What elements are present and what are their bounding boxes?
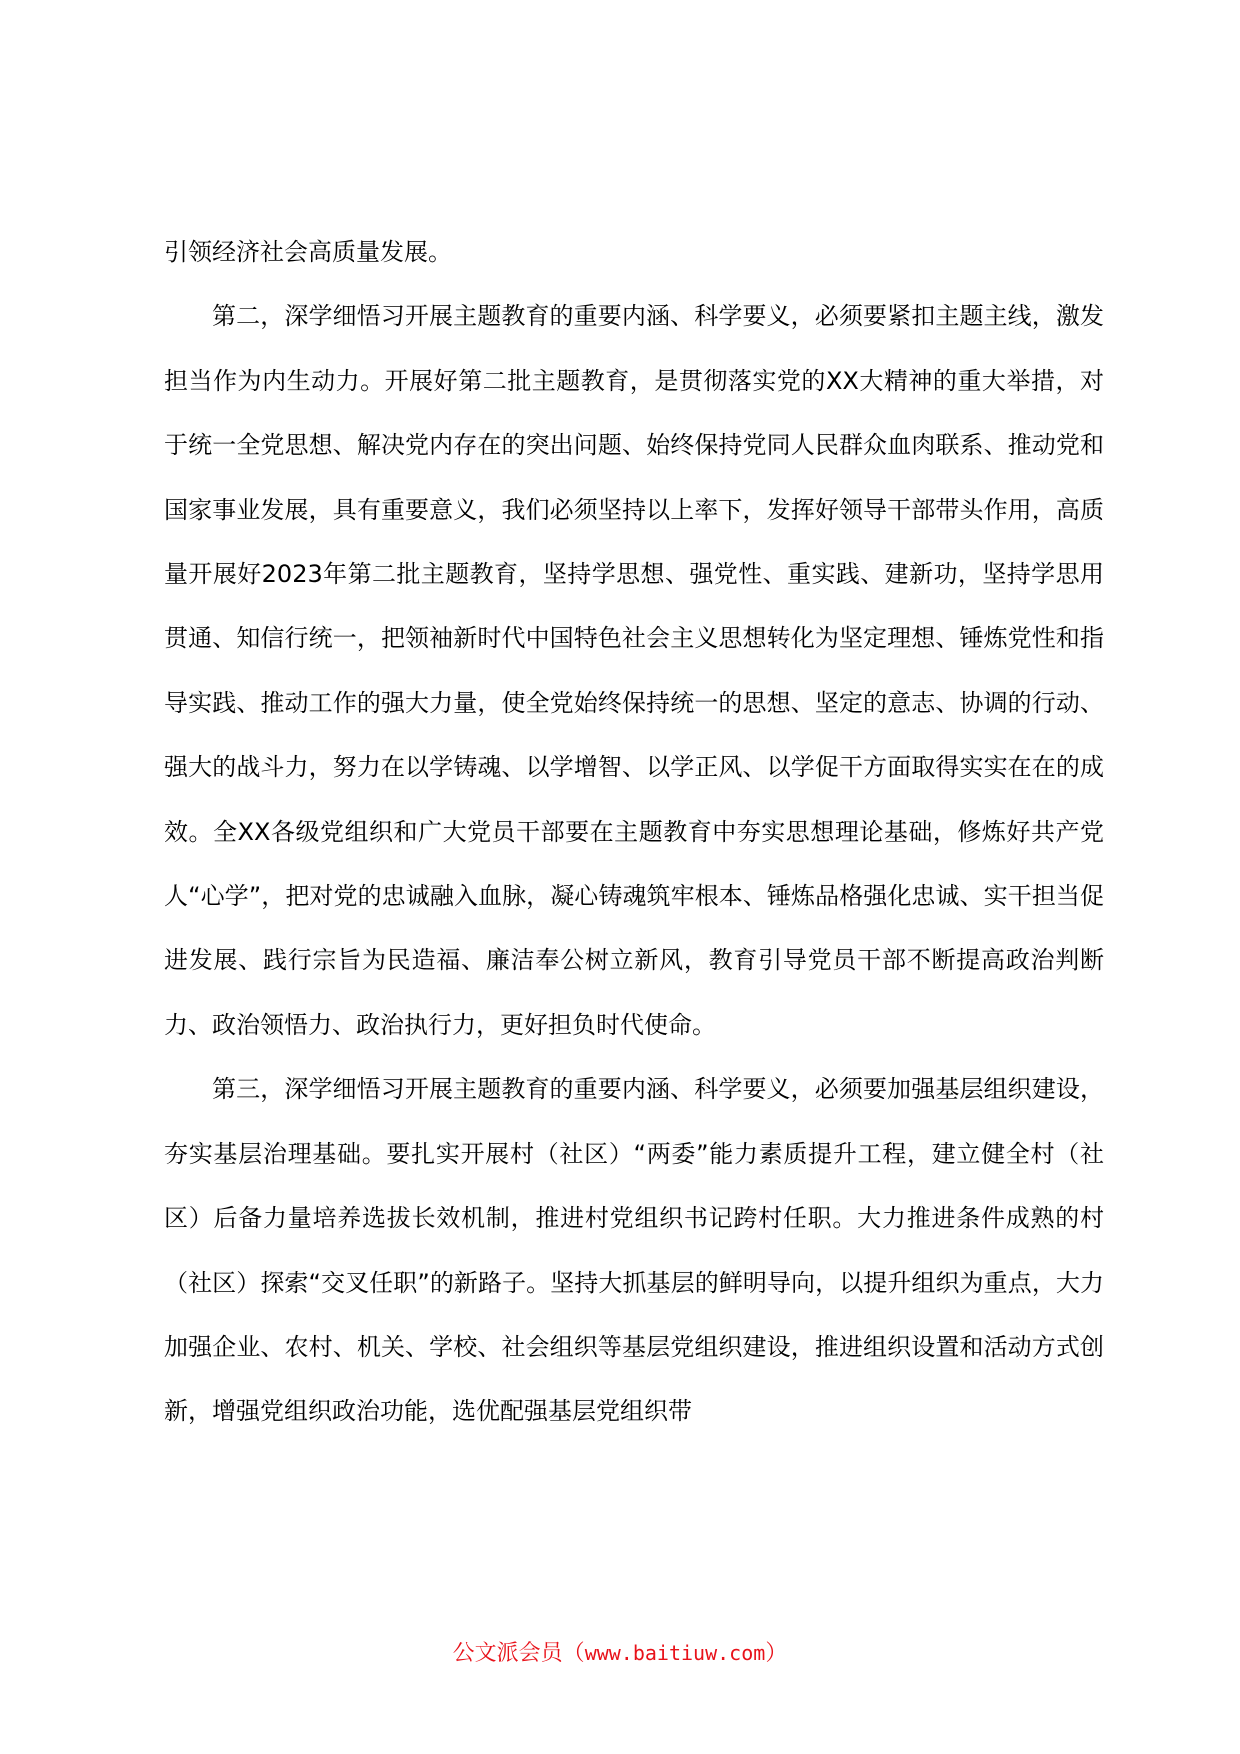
document-body — [164, 220, 1104, 1444]
footer-label: 公文派会员（ — [452, 1641, 585, 1666]
paragraph-second-point: 第二，深学细悟习开展主题教育的重要内涵、科学要义，必须要紧扣主题主线，激发担当作为内生动力。开展好第二批主题教育，是贯彻落实党的XX大精神的重大举措，对于统一全党思想、解决党内存在的突出问题、始终保持党同人民群众血肉联系、推动党和国家事业发展，具有重要意义，我们必须坚持以上率下，发挥好领导干部带头作用，高质量开展好2023年第二批主题教育，坚持学思想、强党性、重实践、建新功，坚持学思用贯通、知信行统一，把领袖新时代中国特色社会主义思想转化为坚定理想、锤炼党性和指导实践、推动工作的强大力量，使全党始终保持统一的思想、坚定的意志、协调的行动、强大的战斗力，努力在以学铸魂、以学增智、以学正风、以学促干方面取得实实在在的成效。全XX各级党组织和广大党员干部要在主题教育中夯实思想理论基础，修炼好共产党人“心学”，把对党的忠诚融入血脉，凝心铸魂筑牢根本、锤炼品格强化忠诚、实干担当促进发展、践行宗旨为民造福、廉洁奉公树立新风，教育引导党员干部不断提高政治判断力、政治领悟力、政治执行力，更好担负时代使命。 — [164, 302, 1104, 1039]
footer-close-paren: ） — [765, 1641, 788, 1666]
footer-watermark — [0, 1638, 1240, 1669]
paragraph-continuation: 引领经济社会高质量发展。 — [164, 238, 452, 266]
paragraph-third-point: 第三，深学细悟习开展主题教育的重要内涵、科学要义，必须要加强基层组织建设，夯实基层治理基础。要扎实开展村（社区）“两委”能力素质提升工程，建立健全村（社区）后备力量培养选拔长效机制，推进村党组织书记跨村任职。大力推进条件成熟的村（社区）探索“交叉任职”的新路子。坚持大抓基层的鲜明导向，以提升组织为重点，大力加强企业、农村、机关、学校、社会组织等基层党组织建设，推进组织设置和活动方式创新，增强党组织政治功能，选优配强基层党组织带 — [164, 1075, 1104, 1426]
footer-url-link[interactable]: www.baitiuw.com — [584, 1641, 766, 1665]
